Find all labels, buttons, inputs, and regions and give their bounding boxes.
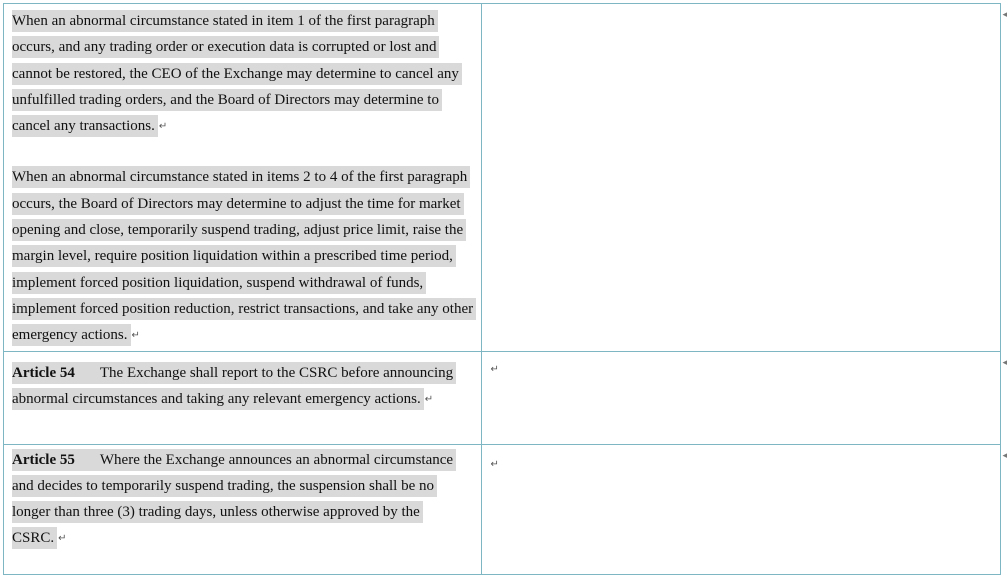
paragraph-mark-icon: ↵ [58,533,67,545]
article-number: Article 54 [12,364,75,381]
paragraph-spacer [12,141,474,164]
left-cell[interactable] [4,4,482,352]
highlighted-text: When an abnormal circumstance stated in item 1 of the first paragraph occurs, and any trading order or execution data is corrupted or lost and cannot be restored, the CEO of the Exchange may determine to cancel any unfulfilled trading orders, and the Board of Directors may determine to cancel any transactions. [12,10,462,137]
highlighted-text [12,362,456,410]
row-end-marker-icon: ◂ [1002,451,1007,461]
article-text: Where the Exchange announces an abnormal circumstance and decides to temporarily suspend trading, the suspension shall be no longer than three (3) trading days, unless otherwise approved by the CSRC. [12,451,454,547]
table-row [4,4,1001,352]
paragraph-mark-icon: ↵ [424,393,434,405]
highlighted-text [12,449,456,550]
article-text: The Exchange shall report to the CSRC before announcing abnormal circumstances and taking any relevant emergency actions. [12,364,454,407]
paragraph [12,164,474,350]
right-cell[interactable] [482,444,1001,574]
document-table [3,3,1001,575]
left-cell[interactable] [4,444,482,574]
highlighted-text: When an abnormal circumstance stated in items 2 to 4 of the first paragraph occurs, the Board of Directors may determine to adjust the time for market opening and close, temporarily suspend trading, adjust price limit, raise the margin level, require position liquidation within a prescribed time period, implement forced position liquidation, suspend withdrawal of funds, implement forced position reduction, restrict transactions, and take any other emergency actions. [12,166,476,346]
paragraph-mark-icon: ↵ [131,330,140,342]
table-row [4,351,1001,444]
right-cell[interactable] [482,4,1001,352]
row-end-marker-icon: ◂ [1002,358,1007,368]
paragraph-mark-icon: ↵ [158,121,168,133]
right-cell[interactable] [482,351,1001,444]
paragraph [12,447,474,554]
left-cell[interactable] [4,351,482,444]
table-row [4,444,1001,574]
row-end-marker-icon: ◂ [1002,10,1007,20]
article-number: Article 55 [12,451,75,468]
paragraph-mark-icon: ↵ [490,363,499,375]
paragraph-mark-icon: ↵ [490,458,499,470]
paragraph [12,8,474,141]
paragraph [12,360,474,415]
